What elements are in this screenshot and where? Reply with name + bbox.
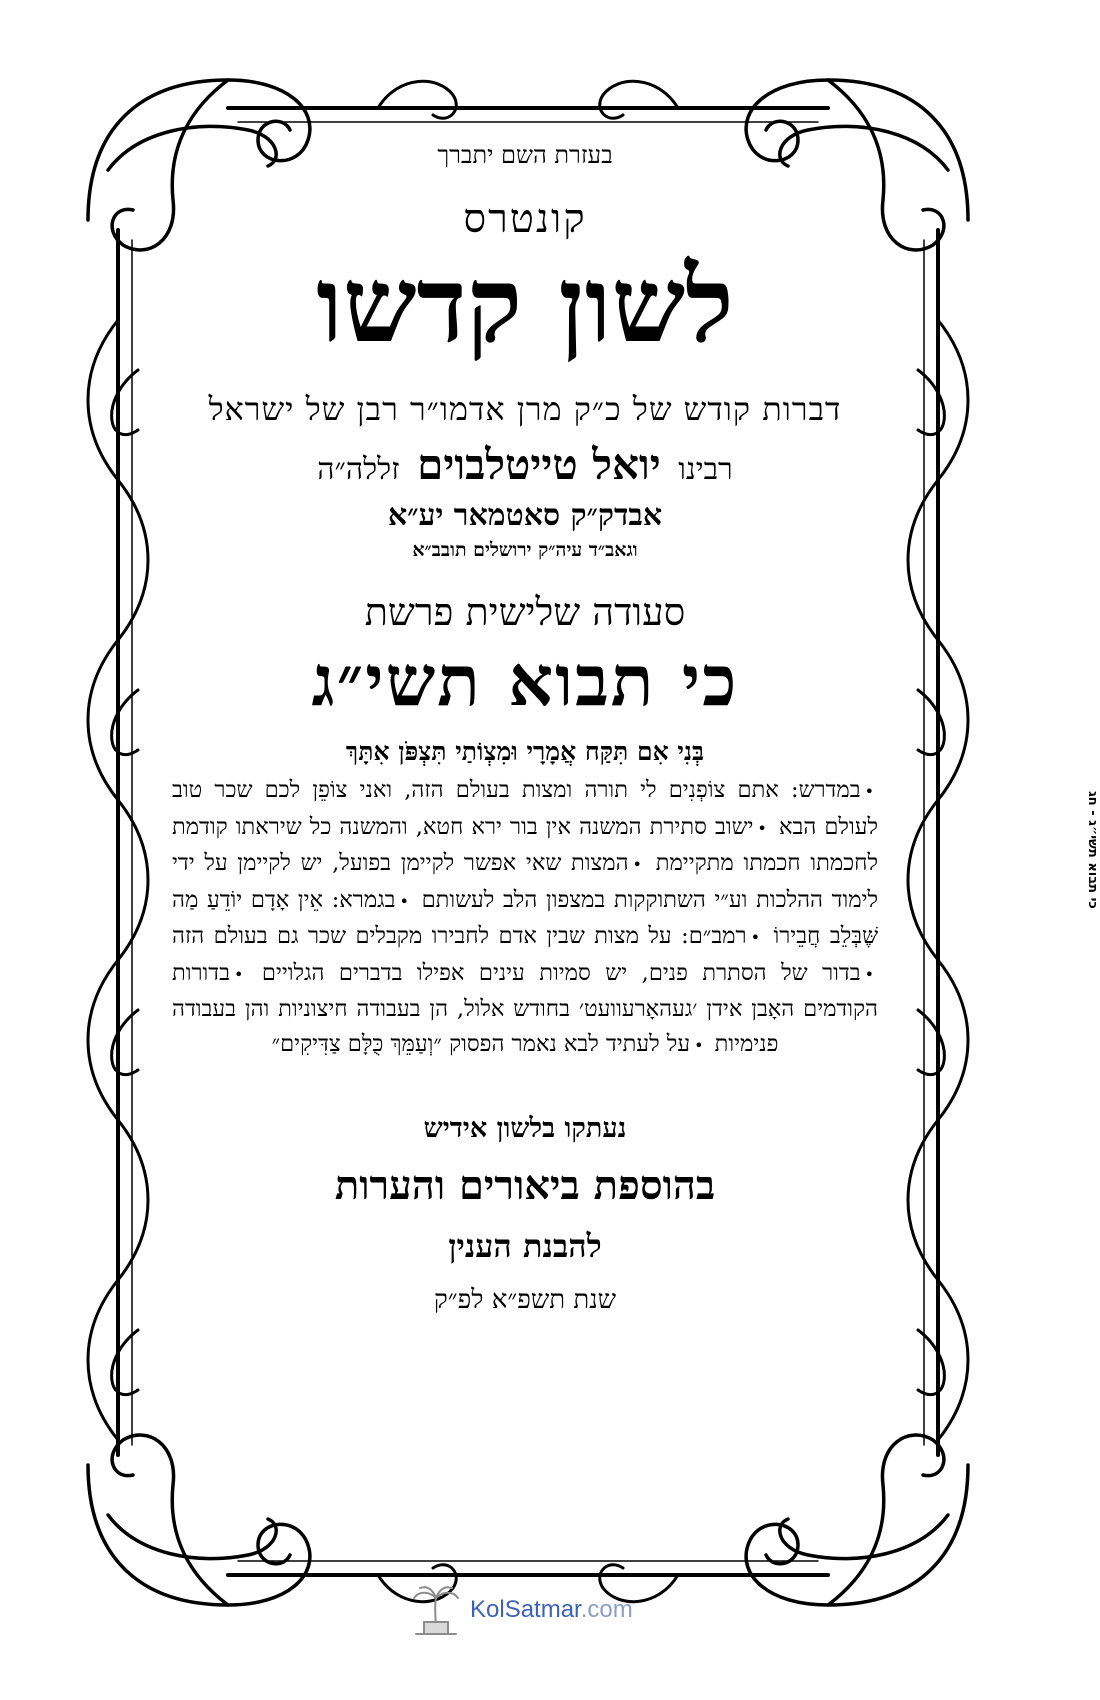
brand-main: KolSatmar: [470, 1596, 581, 1623]
verse-heading: בְּנִי אִם תִּקַּח אֲמָרָי וּמִצְוֹתַי תִּצְפֹּן אִתָּךְ: [345, 737, 705, 766]
summary-item: בגמרא: אֵין אָדָם יוֹדֵעַ מַה שֶּׁבְּלֵב חֲבֵירוֹ: [172, 886, 879, 949]
seuda-shlishis-line: סעודה שלישית פרשת: [364, 590, 686, 634]
brand-tld: .com: [580, 1596, 633, 1623]
bullet-icon: •: [864, 782, 874, 801]
topics-summary: [172, 773, 878, 1063]
understanding-line: להבנת הענין: [448, 1227, 602, 1265]
title-page-content: [150, 135, 900, 1315]
summary-item: בדור של הסתרת פנים, יש סמיות עינים אפילו בדברים הגלויים: [261, 959, 861, 986]
kuntres-label: קונטרס: [463, 196, 587, 242]
translated-yiddish-line: נעתקו בלשון אידיש: [423, 1113, 627, 1144]
summary-item: בדורות הקודמים האָבן אידן ׳געהאָרעוועט׳ בחודש אלול, הן בעבודה חיצוניות והן בעבודה פנימיות: [172, 959, 878, 1057]
bullet-icon: •: [399, 891, 409, 911]
words-of-holiness-line: דברות קודש של כ״ק מרן אדמו״ר רבן של ישראל: [208, 390, 842, 428]
side-running-header: כי תבוא תשי״ג - חג: [1085, 791, 1100, 909]
summary-item: במדרש: אתם צוֹפְנִים לי תורה ומצות בעולם הזה, ואני צוֹפֵן לכם שכר טוב לעולם הבא: [172, 777, 878, 840]
summary-item: רמב״ם: על מצות שבין אדם לחבירו מקבלים שכר גם בעולם הזה: [172, 923, 747, 949]
rebbe-suffix: זללה״ה: [317, 452, 400, 487]
summary-item: המצות שאי אפשר לקיימן בפועל, יש לקיימן על ידי לימוד ההלכות וע״י השתוקקות במצפון הלב לעשותם: [172, 850, 878, 913]
bullet-icon: •: [233, 964, 244, 984]
parsha-title: כי תבוא תשי״ג: [311, 639, 739, 722]
watermark-brand: [470, 1596, 633, 1624]
bullet-icon: •: [750, 928, 760, 947]
blessing-header: בעזרת השם יתברך: [437, 141, 613, 169]
palm-tree-icon: [410, 1582, 462, 1638]
summary-item: ישוב סתירת המשנה אין בור ירא חטא, והמשנה כל שיראתו קודמת לחכמתו חכמתו מתקיימת: [172, 813, 878, 876]
bullet-icon: •: [757, 818, 767, 838]
publication-year: שנת תשפ״א לפ״ק: [433, 1285, 617, 1315]
rebbe-name: יואל טייטלבוים: [417, 440, 661, 489]
bullet-icon: •: [632, 855, 642, 874]
kolsatmar-watermark[interactable]: [410, 1580, 690, 1640]
rebbe-line: [150, 440, 900, 490]
jerusalem-line: וגאב״ד עיה״ק ירושלים תובב״א: [412, 539, 638, 561]
rebbe-prefix: רבינו: [678, 452, 733, 487]
av-beis-din-line: אבדק״ק סאטמאר יע״א: [387, 498, 663, 533]
summary-item: על לעתיד לבא נאמר הפסוק ״וְעַמֵּךְ כֻּלָּם צַדִּיקִים״: [271, 1030, 691, 1057]
main-title: לשון קדשו: [316, 243, 734, 366]
bullet-icon: •: [864, 964, 874, 984]
bullet-icon: •: [694, 1035, 704, 1055]
additions-line: בהוספת ביאורים והערות: [334, 1162, 716, 1209]
